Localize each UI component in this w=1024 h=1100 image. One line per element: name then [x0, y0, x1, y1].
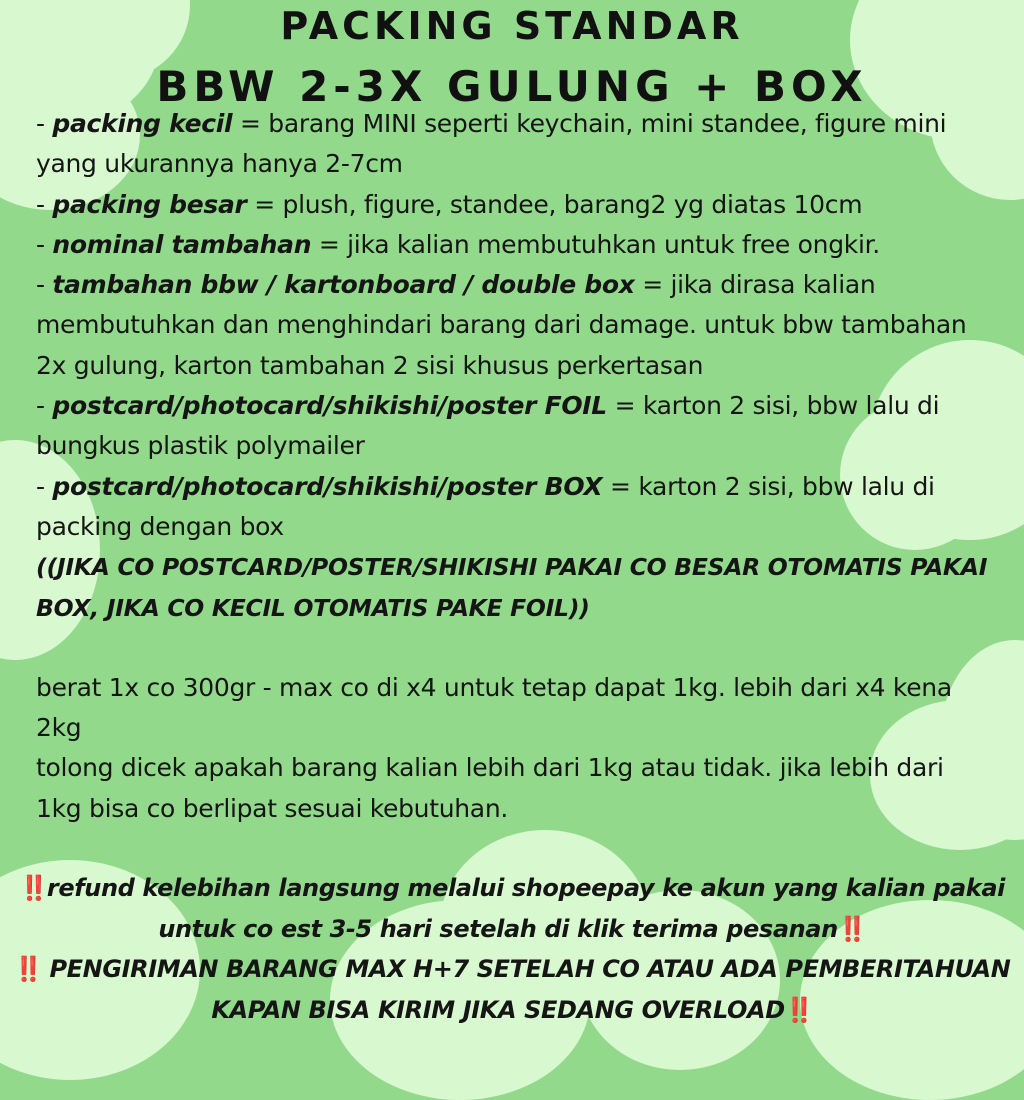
- item-desc: = plush, figure, standee, barang2 yg diatas 10cm: [246, 189, 863, 219]
- item-term: tambahan bbw / kartonboard / double box: [52, 270, 635, 300]
- packing-note: ((JIKA CO POSTCARD/POSTER/SHIKISHI PAKAI CO BESAR OTOMATIS PAKAI BOX, JIKA CO KECIL OTOMATIS PAKE FOIL)): [36, 553, 988, 622]
- item-term: nominal tambahan: [52, 229, 312, 259]
- weight-info: berat 1x co 300gr - max co di x4 untuk tetap dapat 1kg. lebih dari x4 kena 2kg: [36, 672, 952, 743]
- item-term: packing kecil: [52, 109, 233, 138]
- weight-check: tolong dicek apakah barang kalian lebih dari 1kg atau tidak. jika lebih dari 1kg bisa co berlipat sesuai kebutuhan.: [36, 753, 944, 823]
- packing-list: [36, 104, 996, 829]
- item-term: postcard/photocard/shikishi/poster BOX: [52, 471, 603, 501]
- item-desc: = jika kalian membutuhkan untuk free ongkir.: [311, 229, 880, 259]
- title-line-1: PACKING STANDAR: [280, 4, 744, 48]
- item-term: postcard/photocard/shikishi/poster FOIL: [52, 391, 607, 421]
- refund-notice: [0, 868, 1024, 949]
- list-item: - tambahan bbw / kartonboard / double box = jika dirasa kalian membutuhkan dan menghindari barang dari damage. untuk bbw tambahan 2x gulung, karton tambahan 2 sisi khusus perkertasan: [36, 270, 967, 380]
- footer-notice: [0, 868, 1024, 1030]
- list-item: - postcard/photocard/shikishi/poster BOX = karton 2 sisi, bbw lalu di packing dengan box: [36, 471, 935, 541]
- double-exclamation-icon: ‼️: [784, 995, 809, 1024]
- item-desc: = barang MINI seperti keychain, mini standee, figure mini yang ukurannya hanya 2-7cm: [36, 109, 947, 179]
- list-item: - nominal tambahan = jika kalian membutuhkan untuk free ongkir.: [36, 229, 880, 259]
- list-item: - packing besar = plush, figure, standee, barang2 yg diatas 10cm: [36, 189, 863, 219]
- spacer: [36, 628, 996, 668]
- double-exclamation-icon: ‼️: [19, 874, 43, 902]
- shipping-notice: [0, 949, 1024, 1030]
- double-exclamation-icon: ‼️: [837, 914, 862, 943]
- list-item: - postcard/photocard/shikishi/poster FOIL = karton 2 sisi, bbw lalu di bungkus plastik polymailer: [36, 391, 940, 461]
- item-desc: = jika dirasa kalian membutuhkan dan menghindari barang dari damage. untuk bbw tambahan 2x gulung, karton tambahan 2 sisi khusus perkertasan: [36, 270, 967, 380]
- title-line-2: BBW 2-3X GULUNG + BOX: [156, 62, 868, 111]
- list-item: - packing kecil = barang MINI seperti keychain, mini standee, figure mini yang ukurannya hanya 2-7cm: [36, 109, 947, 179]
- shipping-text: PENGIRIMAN BARANG MAX H+7 SETELAH CO ATAU ADA PEMBERITAHUAN KAPAN BISA KIRIM JIKA SEDANG OVERLOAD: [49, 955, 1011, 1024]
- double-exclamation-icon: ‼️: [13, 955, 38, 983]
- item-desc: = karton 2 sisi, bbw lalu di packing dengan box: [36, 471, 935, 541]
- item-desc: = karton 2 sisi, bbw lalu di bungkus plastik polymailer: [36, 391, 940, 461]
- refund-text: refund kelebihan langsung melalui shopeepay ke akun yang kalian pakai untuk co est 3-5 hari setelah di klik terima pesanan: [46, 874, 1005, 943]
- item-term: packing besar: [52, 189, 247, 219]
